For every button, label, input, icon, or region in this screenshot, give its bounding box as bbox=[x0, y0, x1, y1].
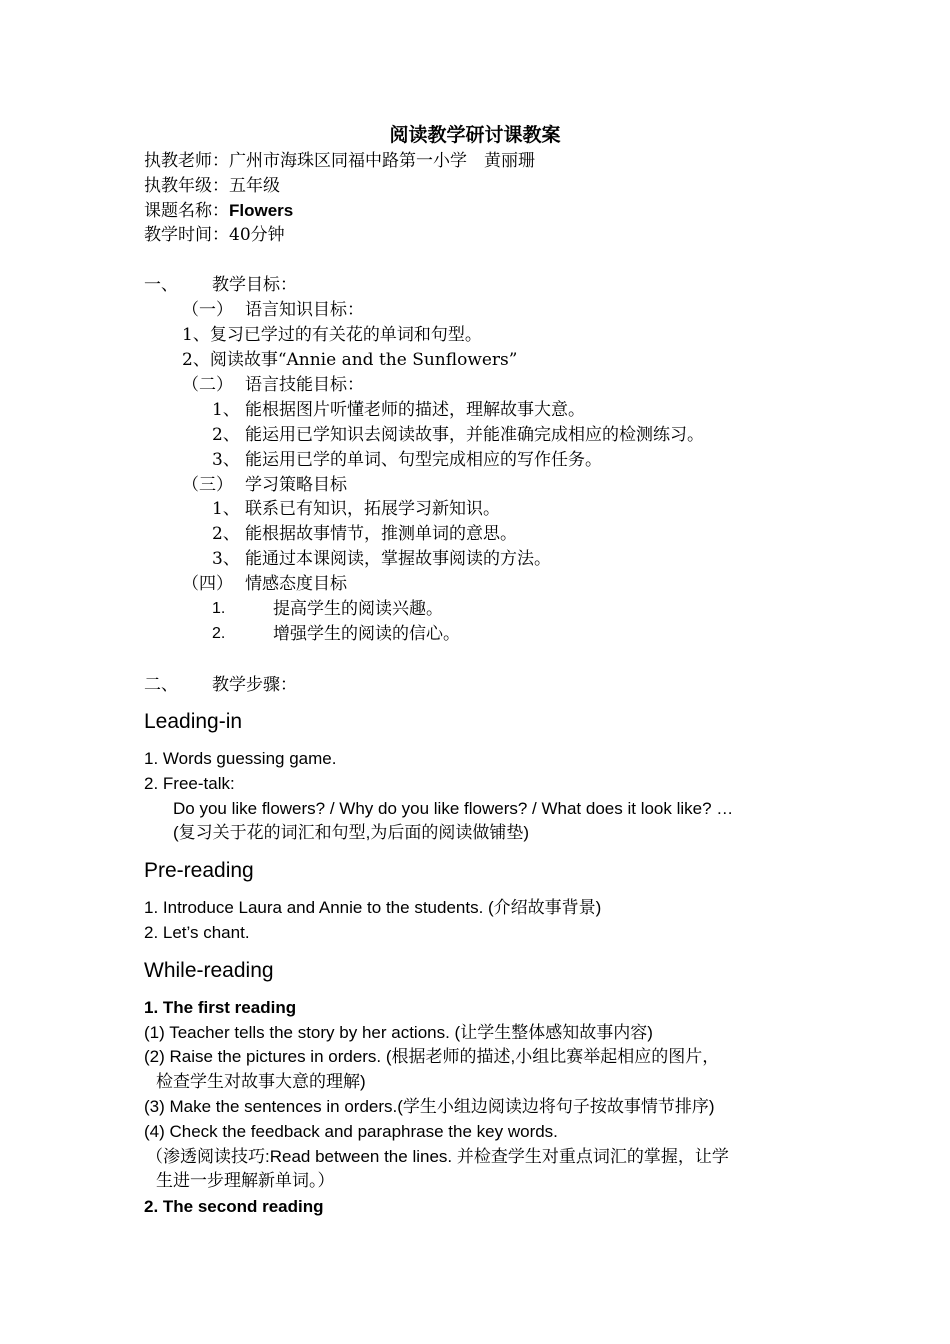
pre-reading-heading: Pre-reading bbox=[144, 859, 254, 882]
grade-line: 执教年级：五年级 bbox=[144, 176, 280, 196]
sub1-item-1: 1、复习已学过的有关花的单词和句型。 bbox=[182, 325, 482, 345]
section1-number: 一、 bbox=[144, 275, 178, 295]
first-reading-step-2: (2) Raise the pictures in orders. (根据老师的描述,小组比赛举起相应的图片， bbox=[144, 1047, 720, 1066]
sub3-number: （三） bbox=[182, 475, 233, 495]
first-reading-step-4-note: （渗透阅读技巧:Read between the lines. 并检查学生对重点词汇的掌握，让学 bbox=[146, 1147, 729, 1166]
first-reading-step-1: (1) Teacher tells the story by her actions. (让学生整体感知故事内容) bbox=[144, 1023, 653, 1042]
sub4-item-1-number: 1. bbox=[212, 600, 226, 617]
first-reading-heading: 1. The first reading bbox=[144, 998, 297, 1017]
sub3-item-3-text: 能通过本课阅读，掌握故事阅读的方法。 bbox=[245, 549, 551, 569]
section2-title: 教学步骤： bbox=[212, 675, 297, 695]
sub4-item-2-number: 2. bbox=[212, 625, 226, 642]
sub2-item-3-number: 3、 bbox=[212, 450, 240, 470]
leading-in-heading: Leading-in bbox=[144, 710, 243, 733]
first-reading-step-3: (3) Make the sentences in orders.(学生小组边阅读边将句子按故事情节排序) bbox=[144, 1097, 715, 1116]
pre-reading-item-1: 1. Introduce Laura and Annie to the students. (介绍故事背景) bbox=[144, 898, 602, 917]
leading-in-item-1: 1. Words guessing game. bbox=[144, 749, 337, 768]
sub3-item-1-text: 联系已有知识，拓展学习新知识。 bbox=[245, 499, 500, 519]
sub4-number: （四） bbox=[182, 574, 233, 594]
topic-value: Flowers bbox=[229, 201, 294, 220]
time-line: 教学时间：40分钟 bbox=[144, 225, 285, 245]
sub2-item-1-text: 能根据图片听懂老师的描述，理解故事大意。 bbox=[245, 400, 585, 420]
sub3-item-3-number: 3、 bbox=[212, 549, 240, 569]
second-reading-heading: 2. The second reading bbox=[144, 1197, 324, 1216]
document-title: 阅读教学研讨课教案 bbox=[389, 124, 561, 146]
topic-label: 课题名称： bbox=[144, 201, 229, 221]
sub2-title: 语言技能目标： bbox=[245, 375, 364, 395]
first-reading-step-4: (4) Check the feedback and paraphrase the key words. bbox=[144, 1122, 558, 1141]
sub2-item-3-text: 能运用已学的单词、句型完成相应的写作任务。 bbox=[245, 450, 602, 470]
sub2-number: （二） bbox=[182, 375, 233, 395]
sub3-item-2-text: 能根据故事情节，推测单词的意思。 bbox=[245, 524, 517, 544]
sub1-title: 语言知识目标： bbox=[245, 300, 364, 320]
sub4-item-2-text: 增强学生的阅读的信心。 bbox=[273, 624, 460, 644]
leading-in-item-2-questions: Do you like flowers? / Why do you like flowers? / What does it look like? … bbox=[173, 799, 734, 818]
sub2-item-2-number: 2、 bbox=[212, 425, 240, 445]
sub2-item-2-text: 能运用已学知识去阅读故事，并能准确完成相应的检测练习。 bbox=[245, 425, 704, 445]
while-reading-heading: While-reading bbox=[144, 959, 274, 982]
sub1-item-2: 2、阅读故事“Annie and the Sunflowers” bbox=[182, 350, 518, 370]
sub1-number: （一） bbox=[182, 300, 233, 320]
sub4-title: 情感态度目标 bbox=[245, 574, 347, 594]
topic-line bbox=[144, 200, 293, 222]
pre-reading-item-2: 2. Let’s chant. bbox=[144, 923, 250, 942]
leading-in-item-2-note: (复习关于花的词汇和句型,为后面的阅读做铺垫) bbox=[173, 823, 530, 842]
first-reading-step-2-cont: 检查学生对故事大意的理解) bbox=[156, 1072, 366, 1091]
sub3-title: 学习策略目标 bbox=[245, 475, 347, 495]
teacher-line: 执教老师：广州市海珠区同福中路第一小学 黄丽珊 bbox=[144, 151, 535, 171]
sub4-item-1-text: 提高学生的阅读兴趣。 bbox=[273, 599, 443, 619]
leading-in-item-2: 2. Free-talk: bbox=[144, 774, 235, 793]
section2-number: 二、 bbox=[144, 675, 178, 695]
section1-title: 教学目标： bbox=[212, 275, 297, 295]
sub3-item-2-number: 2、 bbox=[212, 524, 240, 544]
sub3-item-1-number: 1、 bbox=[212, 499, 240, 519]
sub2-item-1-number: 1、 bbox=[212, 400, 240, 420]
first-reading-step-4-note-cont: 生进一步理解新单词。） bbox=[156, 1171, 335, 1190]
